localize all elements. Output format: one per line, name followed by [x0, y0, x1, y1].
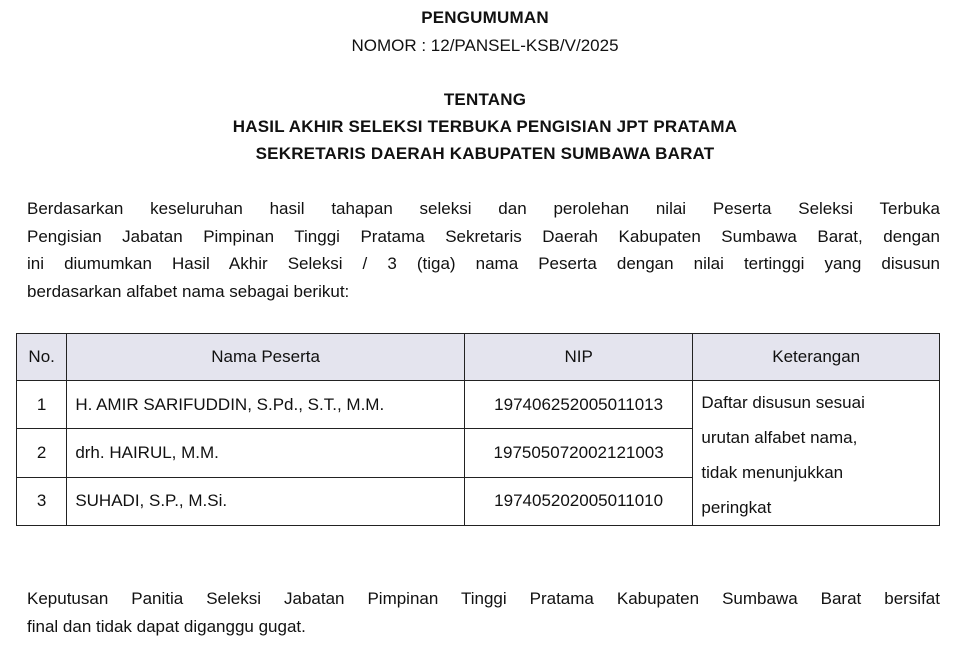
cell-keterangan [693, 381, 940, 526]
keterangan-line: peringkat [701, 498, 772, 517]
cell-nama: SUHADI, S.P., M.Si. [67, 477, 465, 525]
closing-line: Keputusan Panitia Seleksi Jabatan Pimpinan Tinggi Pratama Kabupaten Sumbawa Barat bersifat [27, 589, 940, 608]
intro-paragraph [27, 195, 940, 305]
table-header-row [17, 334, 940, 381]
header-nip: NIP [464, 334, 692, 381]
keterangan-line: Daftar disusun sesuai [701, 393, 865, 412]
subject-line-1: HASIL AKHIR SELEKSI TERBUKA PENGISIAN JPT PRATAMA [232, 117, 738, 136]
keterangan-line: urutan alfabet nama, [701, 428, 858, 447]
cell-no: 1 [17, 381, 67, 429]
cell-nip: 197406252005011013 [464, 381, 692, 429]
about-heading: TENTANG [443, 90, 527, 109]
table-row [17, 381, 940, 429]
document-number: NOMOR : 12/PANSEL-KSB/V/2025 [351, 36, 619, 55]
cell-nip: 197405202005011010 [464, 477, 692, 525]
subject-line-2: SEKRETARIS DAERAH KABUPATEN SUMBAWA BARAT [255, 144, 715, 163]
keterangan-line: tidak menunjukkan [701, 463, 844, 482]
intro-line: ini diumumkan Hasil Akhir Seleksi / 3 (tiga) nama Peserta dengan nilai tertinggi yang disusun [27, 254, 940, 273]
closing-line: final dan tidak dapat diganggu gugat. [27, 616, 306, 636]
results-table [16, 333, 940, 526]
cell-nama: H. AMIR SARIFUDDIN, S.Pd., S.T., M.M. [67, 381, 465, 429]
header-keterangan: Keterangan [693, 334, 940, 381]
cell-nama: drh. HAIRUL, M.M. [67, 429, 465, 477]
intro-line: Pengisian Jabatan Pimpinan Tinggi Pratama Sekretaris Daerah Kabupaten Sumbawa Barat, dengan [27, 226, 940, 246]
cell-no: 3 [17, 477, 67, 525]
intro-line: Berdasarkan keseluruhan hasil tahapan seleksi dan perolehan nilai Peserta Seleksi Terbuka [27, 199, 940, 218]
header-nama-peserta: Nama Peserta [67, 334, 465, 381]
document-title: PENGUMUMAN [421, 8, 549, 27]
header-no: No. [17, 334, 67, 381]
intro-line: berdasarkan alfabet nama sebagai berikut: [27, 281, 350, 301]
closing-paragraph [27, 585, 940, 640]
cell-nip: 197505072002121003 [464, 429, 692, 477]
cell-no: 2 [17, 429, 67, 477]
